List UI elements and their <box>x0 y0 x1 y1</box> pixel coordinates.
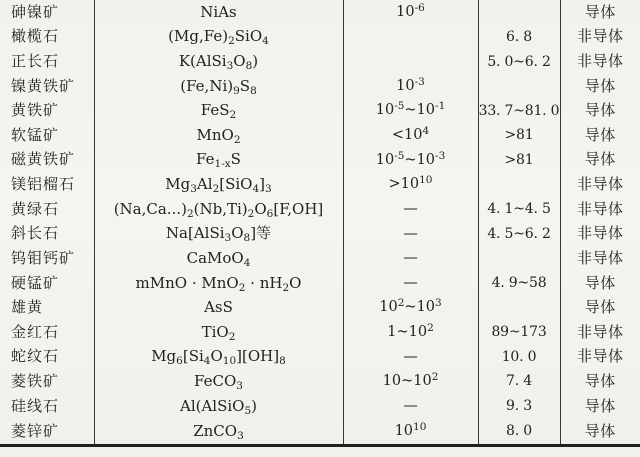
mineral-name-cell: 钨钼钙矿 <box>0 246 94 271</box>
measured-value-cell: 8. 0 <box>478 418 560 445</box>
conductivity-cell: 导体 <box>584 298 616 317</box>
resistivity-cell: $10^{10}$ <box>343 418 478 445</box>
measured-value-cell: 4. 9~58 <box>478 271 560 296</box>
chemical-formula-cell: $Fe_{1-x}S$ <box>94 148 343 173</box>
table-row <box>0 418 640 445</box>
mineral-name-cell: 菱铁矿 <box>0 369 94 394</box>
conductivity-cell: 非导体 <box>576 199 624 218</box>
resistivity-cell: — <box>343 271 478 296</box>
resistivity-cell: $>10^{10}$ <box>343 172 478 197</box>
chemical-formula-cell: $Mg_3Al_2[SiO_4]_3$ <box>94 172 343 197</box>
conductivity-cell: 导体 <box>584 371 616 390</box>
measured-value-cell: 5. 0~6. 2 <box>478 49 560 74</box>
conductivity-cell: 非导体 <box>576 27 624 46</box>
conductivity-cell: 非导体 <box>576 224 624 243</box>
resistivity-cell <box>343 49 478 74</box>
resistivity-cell: — <box>343 197 478 222</box>
chemical-formula-cell: TiO$_2$ <box>94 320 343 345</box>
mineral-name-cell: 软锰矿 <box>0 123 94 148</box>
table-row <box>0 98 640 123</box>
resistivity-cell: — <box>343 221 478 246</box>
conductivity-cell: 导体 <box>584 76 616 95</box>
mineral-name-cell: 正长石 <box>0 49 94 74</box>
resistivity-cell: $10^2\sim 10^3$ <box>343 295 478 320</box>
mineral-name-cell: 镁铝榴石 <box>0 172 94 197</box>
table-row <box>0 123 640 148</box>
chemical-formula-cell: $(Fe,Ni)_9S_8$ <box>94 74 343 99</box>
mineral-name-cell: 菱锌矿 <box>0 418 94 445</box>
conductivity-cell: 导体 <box>584 2 616 21</box>
chemical-formula-cell: $Mg_6[Si_4O_{10}][OH]_8$ <box>94 345 343 370</box>
table-row <box>0 345 640 370</box>
conductivity-cell: 非导体 <box>576 175 624 194</box>
measured-value-cell: 6. 8 <box>478 25 560 50</box>
table-row <box>0 74 640 99</box>
chemical-formula-cell: mMnO · $MnO_2 \cdot nH_2O$ <box>94 271 343 296</box>
table-row <box>0 320 640 345</box>
conductivity-cell: 导体 <box>584 101 616 120</box>
conductivity-cell: 导体 <box>584 421 616 440</box>
resistivity-cell: — <box>343 246 478 271</box>
mineral-name-cell: 硅线石 <box>0 394 94 419</box>
table-row <box>0 295 640 320</box>
table-row <box>0 394 640 419</box>
mineral-name-cell: 硬锰矿 <box>0 271 94 296</box>
chemical-formula-cell: $(Na,Ca...)_2(Nb,Ti)_2O_6[F,OH]$ <box>94 197 343 222</box>
chemical-formula-cell: FeS$_2$ <box>94 98 343 123</box>
measured-value-cell: 4. 5~6. 2 <box>478 221 560 246</box>
table-row <box>0 246 640 271</box>
measured-value-cell: 4. 1~4. 5 <box>478 197 560 222</box>
measured-value-cell: 9. 3 <box>478 394 560 419</box>
mineral-name-cell: 橄榄石 <box>0 25 94 50</box>
table-row <box>0 221 640 246</box>
mineral-name-cell: 斜长石 <box>0 221 94 246</box>
measured-value-cell: 89~173 <box>478 320 560 345</box>
conductivity-cell: 非导体 <box>576 52 624 71</box>
mineral-name-cell: 黄绿石 <box>0 197 94 222</box>
resistivity-cell: $10\sim 10^2$ <box>343 369 478 394</box>
table-row <box>0 197 640 222</box>
resistivity-cell: $1\sim 10^2$ <box>343 320 478 345</box>
resistivity-cell: $10^{-3}$ <box>343 74 478 99</box>
resistivity-cell: $10^{-5}\sim 10^{-1}$ <box>343 98 478 123</box>
measured-value-cell <box>478 295 560 320</box>
chemical-formula-cell: ZnCO$_3$ <box>94 418 343 445</box>
mineral-name-cell: 黄铁矿 <box>0 98 94 123</box>
chemical-formula-cell: FeCO$_3$ <box>94 369 343 394</box>
conductivity-cell: 非导体 <box>576 322 624 341</box>
measured-value-cell <box>478 0 560 25</box>
chemical-formula-cell: Al(AlSiO$_5$) <box>94 394 343 419</box>
resistivity-cell: $<10^4$ <box>343 123 478 148</box>
resistivity-cell: — <box>343 345 478 370</box>
resistivity-cell: $10^{-5}\sim 10^{-3}$ <box>343 148 478 173</box>
resistivity-cell <box>343 25 478 50</box>
measured-value-cell: >81 <box>478 148 560 173</box>
measured-value-cell: 33. 7~81. 0 <box>478 98 560 123</box>
table-row <box>0 172 640 197</box>
mineral-name-cell: 镍黄铁矿 <box>0 74 94 99</box>
table-row <box>0 0 640 25</box>
mineral-name-cell: 金红石 <box>0 320 94 345</box>
conductivity-cell: 导体 <box>584 125 616 144</box>
mineral-name-cell: 雄黄 <box>0 295 94 320</box>
conductivity-cell: 非导体 <box>576 347 624 366</box>
chemical-formula-cell: AsS <box>94 295 343 320</box>
conductivity-cell: 导体 <box>584 273 616 292</box>
resistivity-cell: $10^{-6}$ <box>343 0 478 25</box>
mineral-name-cell: 蛇纹石 <box>0 345 94 370</box>
conductivity-cell: 导体 <box>584 396 616 415</box>
table-row <box>0 49 640 74</box>
measured-value-cell <box>478 172 560 197</box>
chemical-formula-cell: MnO$_2$ <box>94 123 343 148</box>
mineral-name-cell: 砷镍矿 <box>0 0 94 25</box>
table-row <box>0 148 640 173</box>
table-row <box>0 25 640 50</box>
chemical-formula-cell: CaMoO$_4$ <box>94 246 343 271</box>
conductivity-cell: 非导体 <box>576 248 624 267</box>
chemical-formula-cell: $K(AlSi_3O_8)$ <box>94 49 343 74</box>
chemical-formula-cell: $(Mg,Fe)_2SiO_4$ <box>94 25 343 50</box>
conductivity-cell: 导体 <box>584 150 616 169</box>
measured-value-cell: 10. 0 <box>478 345 560 370</box>
measured-value-cell <box>478 246 560 271</box>
measured-value-cell <box>478 74 560 99</box>
measured-value-cell: 7. 4 <box>478 369 560 394</box>
measured-value-cell: >81 <box>478 123 560 148</box>
table-row <box>0 369 640 394</box>
resistivity-cell: — <box>343 394 478 419</box>
chemical-formula-cell: $Na[AlSi_3O_8]$等 <box>94 221 343 246</box>
chemical-formula-cell: NiAs <box>94 0 343 25</box>
mineral-name-cell: 磁黄铁矿 <box>0 148 94 173</box>
table-row <box>0 271 640 296</box>
